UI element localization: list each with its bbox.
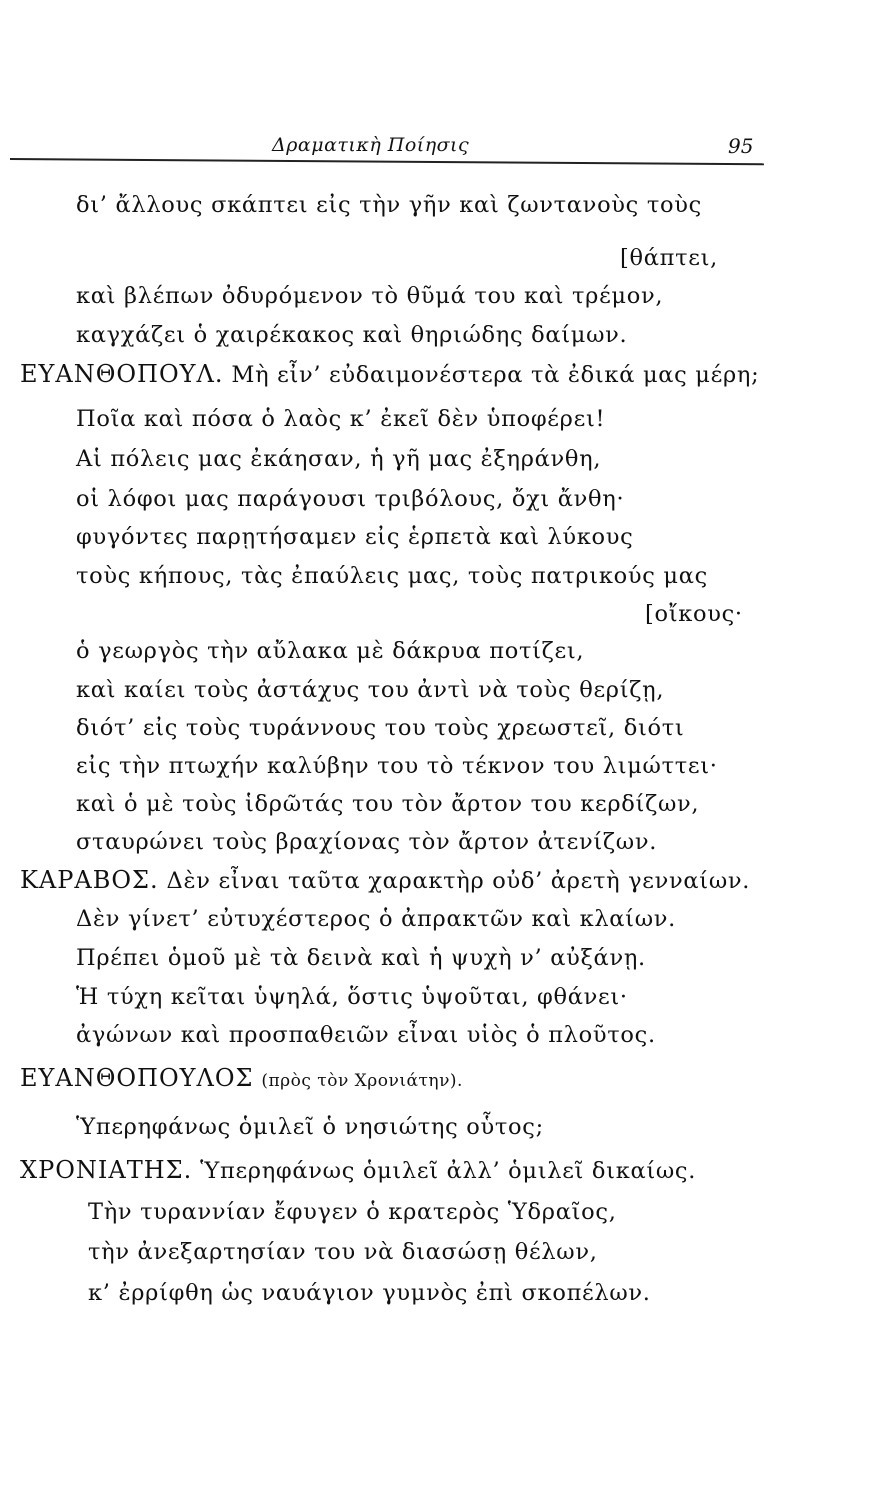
verse-line: Δὲν γίνετ’ εὐτυχέστερος ὁ ἀπρακτῶν καὶ κλαίων. xyxy=(76,906,676,932)
verse-line: καὶ βλέπων ὀδυρόμενον τὸ θῦμά του καὶ τρέμον, xyxy=(76,283,664,309)
verse-line: Ὑπερηφάνως ὁμιλεῖ ὁ νησιώτης οὗτος; xyxy=(76,1114,544,1140)
verse-line: εἰς τὴν πτωχήν καλύβην του τὸ τέκνον του λιμώττει· xyxy=(76,753,718,779)
verse-line-speaker: ΚΑΡΑΒΟΣ. Δὲν εἶναι ταῦτα χαρακτὴρ οὐδ’ ἀρετὴ γενναίων. xyxy=(20,866,751,894)
page-number: 95 xyxy=(728,134,754,158)
verse-line: καὶ ὁ μὲ τοὺς ἱδρῶτάς του τὸν ἄρτον του κερδίζων, xyxy=(76,791,700,817)
verse-line-speaker: ΕΥΑΝΘΟΠΟΥΛ. Μὴ εἶν’ εὐδαιμονέστερα τὰ ἐδικά μας μέρη; xyxy=(20,360,760,388)
verse-line: Πρέπει ὁμοῦ μὲ τὰ δεινὰ καὶ ἡ ψυχὴ ν’ αὐξάνῃ. xyxy=(76,945,646,971)
speaker-name: ΕΥΑΝΘΟΠΟΥΛ. xyxy=(20,360,224,388)
verse-line: οἱ λόφοι μας παράγουσι τριβόλους, ὄχι ἄνθη· xyxy=(76,486,625,512)
verse-line-continuation: [οἴκους· xyxy=(645,601,743,627)
running-header: Δραματικὴ Ποίησις xyxy=(272,134,470,156)
speaker-name: ΚΑΡΑΒΟΣ. xyxy=(20,866,159,894)
verse-line: Αἱ πόλεις μας ἐκάησαν, ἡ γῆ μας ἐξηράνθη, xyxy=(76,446,602,472)
verse-line-continuation: [θάπτει, xyxy=(620,245,718,271)
speaker-name: ΕΥΑΝΘΟΠΟΥΛΟΣ xyxy=(20,1064,254,1092)
verse-line: καὶ καίει τοὺς ἀστάχυς του ἀντὶ νὰ τοὺς θερίζῃ, xyxy=(76,677,665,703)
speaker-name: ΧΡΟΝΙΑΤΗΣ. xyxy=(20,1156,193,1184)
verse-line: ὁ γεωργὸς τὴν αὔλακα μὲ δάκρυα ποτίζει, xyxy=(76,638,585,664)
stage-direction: (πρὸς τὸν Χρονιάτην). xyxy=(261,1071,463,1091)
verse-line: τοὺς κήπους, τὰς ἐπαύλεις μας, τοὺς πατρικούς μας xyxy=(76,563,708,589)
verse-line: κ’ ἐρρίφθη ὡς ναυάγιον γυμνὸς ἐπὶ σκοπέλων. xyxy=(88,1280,651,1306)
verse-line-speaker xyxy=(20,1064,463,1092)
verse-line: καγχάζει ὁ χαιρέκακος καὶ θηριώδης δαίμων. xyxy=(76,322,628,348)
verse-line: Ποῖα καὶ πόσα ὁ λαὸς κ’ ἐκεῖ δὲν ὑποφέρει! xyxy=(76,406,606,432)
verse-line: τὴν ἀνεξαρτησίαν του νὰ διασώσῃ θέλων, xyxy=(88,1239,598,1265)
verse-line: Ἡ τύχη κεῖται ὑψηλά, ὅστις ὑψοῦται, φθάνει· xyxy=(76,984,628,1010)
verse-line-speaker: ΧΡΟΝΙΑΤΗΣ. Ὑπερηφάνως ὁμιλεῖ ἀλλ’ ὁμιλεῖ δικαίως. xyxy=(20,1156,697,1184)
verse-line: φυγόντες παρῃτήσαμεν εἰς ἑρπετὰ καὶ λύκους xyxy=(76,524,634,550)
verse-line: σταυρώνει τοὺς βραχίονας τὸν ἄρτον ἀτενίζων. xyxy=(76,829,658,855)
verse-line: Τὴν τυραννίαν ἔφυγεν ὁ κρατερὸς Ὑδραῖος, xyxy=(88,1199,617,1225)
verse-line: δι’ ἄλλους σκάπτει εἰς τὴν γῆν καὶ ζωντανοὺς τοὺς xyxy=(76,192,702,218)
header-rule xyxy=(10,158,764,165)
verse-line: ἀγώνων καὶ προσπαθειῶν εἶναι υἱὸς ὁ πλοῦτος. xyxy=(76,1022,656,1048)
verse-line: διότ’ εἰς τοὺς τυράννους του τοὺς χρεωστεῖ, διότι xyxy=(76,715,685,741)
